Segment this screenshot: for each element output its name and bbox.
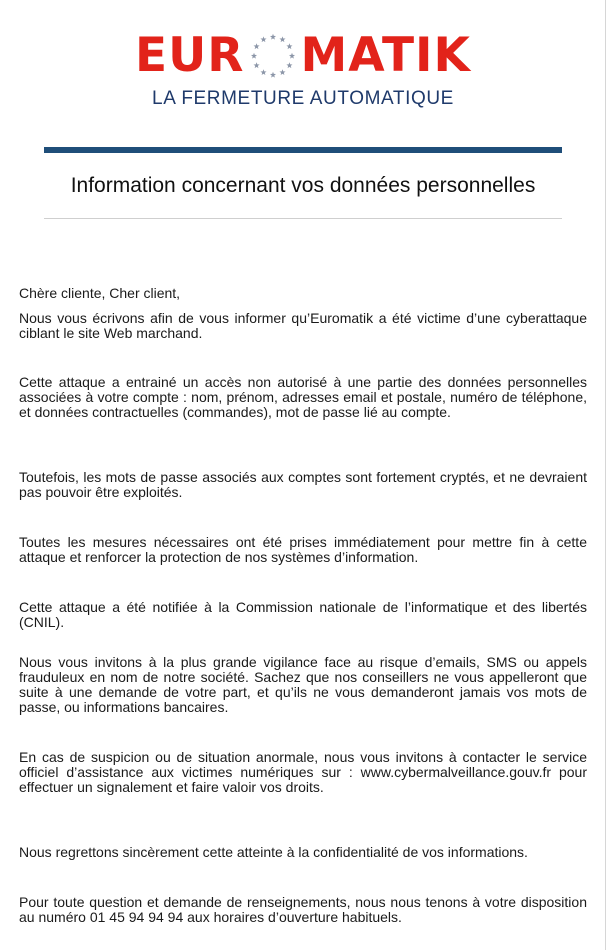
logo-text-left: EUR [135, 28, 245, 83]
paragraph-vigilance: Nous vous invitons à la plus grande vigilance face au risque d’emails, SMS ou appels frauduleux en nom de notre société. Sachez que nos conseillers ne vous appelleront que suite à une demande de votre part, et qu’ils ne vous demanderont jamais vos mots de passe, ou informations bancaires. [19, 654, 587, 715]
paragraph-passwords: Toutefois, les mots de passe associés aux comptes sont fortement cryptés, et ne devraient pas pouvoir être exploités. [19, 469, 587, 500]
logo-star-icon [288, 53, 294, 59]
paragraph-cybermalveillance: En cas de suspicion ou de situation anormale, nous vous invitons à contacter le service officiel d’assistance aux victimes numériques sur : www.cybermalveillance.gouv.fr pour effectuer un signalement et faire valoir vos droits. [19, 749, 587, 795]
paragraph-intro: Nous vous écrivons afin de vous informer qu’Euromatik a été victime d’une cyberattaque ciblant le site Web marchand. [19, 310, 587, 341]
logo-star-icon [279, 69, 285, 75]
paragraph-data-accessed: Cette attaque a entrainé un accès non autorisé à une partie des données personnelles associées à votre compte : nom, prénom, adresses email et postale, numéro de téléphone, et données contractuelles (commandes), mot de passe lié au compte. [19, 374, 587, 420]
header-divider-bar [44, 147, 562, 153]
logo-star-icon [279, 36, 285, 42]
paragraph-regrets: Nous regrettons sincèrement cette atteinte à la confidentialité de vos informations. [19, 844, 528, 860]
logo-text-right: MATIK [300, 28, 471, 83]
email-header [0, 26, 606, 110]
euromatik-logo[interactable] [0, 26, 606, 86]
email-title: Information concernant vos données personnelles [70, 174, 536, 197]
logo-star-icon [269, 72, 275, 78]
logo-star-icon [260, 69, 266, 75]
greeting: Chère cliente, Cher client, [19, 285, 181, 301]
paragraph-cnil: Cette attaque a été notifiée à la Commission nationale de l’informatique et des libertés (CNIL). [19, 599, 587, 630]
logo-star-icon [269, 34, 275, 40]
logo-star-icon [253, 62, 259, 68]
paragraph-measures: Toutes les mesures nécessaires ont été prises immédiatement pour mettre fin à cette attaque et renforcer la protection de nos systèmes d’information. [19, 534, 587, 565]
logo-star-icon [250, 53, 256, 59]
paragraph-contact: Pour toute question et demande de renseignements, nous nous tenons à votre disposition au numéro 01 45 94 94 94 aux horaires d’ouverture habituels. [19, 894, 587, 925]
title-divider-line [44, 218, 562, 219]
logo-star-icon [286, 62, 292, 68]
logo-star-icon [286, 43, 292, 49]
logo-star-icon [253, 43, 259, 49]
logo-tagline: LA FERMETURE AUTOMATIQUE [152, 88, 454, 109]
eu-stars-icon [248, 31, 298, 81]
logo-star-icon [260, 36, 266, 42]
